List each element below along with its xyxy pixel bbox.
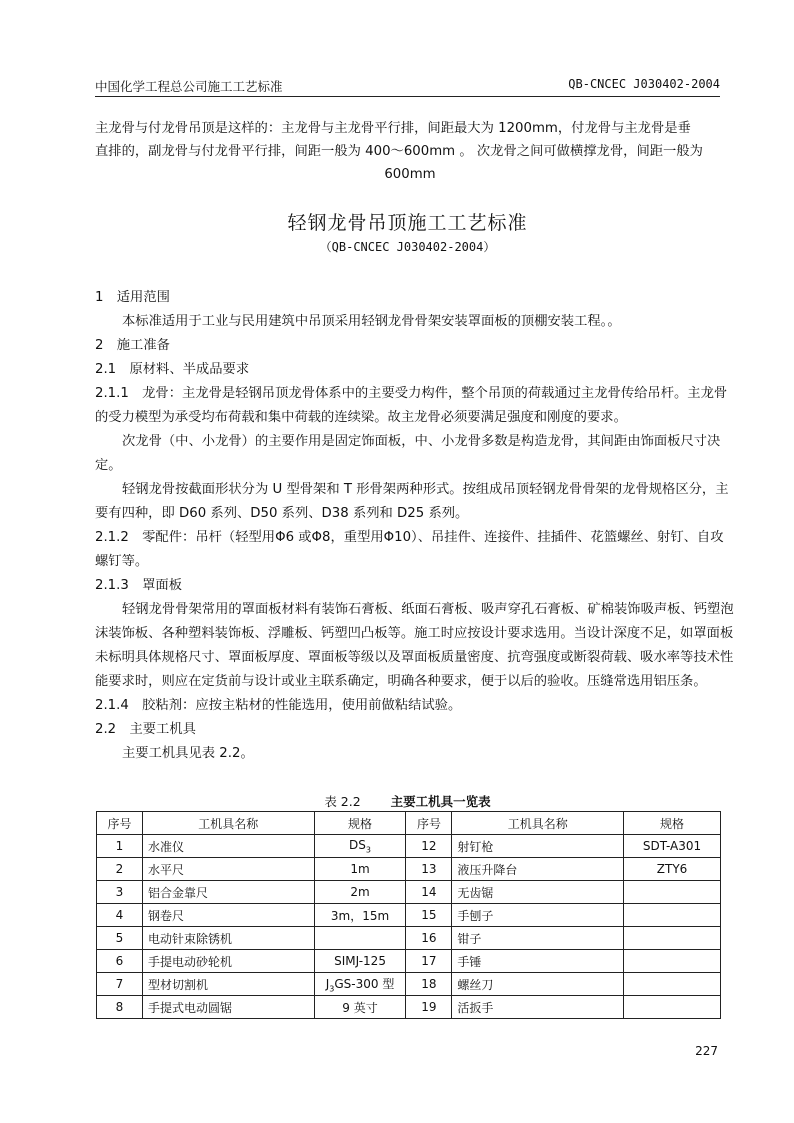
- table-cell: SIMJ-125: [314, 950, 406, 973]
- table-cell: 16: [406, 927, 452, 950]
- intro-line-1: 主龙骨与付龙骨吊顶是这样的：主龙骨与主龙骨平行排，间距最大为 1200mm，付龙骨与主龙骨是垂: [95, 121, 691, 136]
- table-cell: [624, 904, 721, 927]
- table-cell: 手提电动砂轮机: [142, 950, 314, 973]
- tools-table: [96, 811, 721, 1019]
- section-2-heading: 2 施工准备: [95, 338, 170, 353]
- header-cell: 工机具名称: [142, 812, 314, 835]
- intro-line-2: 直排的，副龙骨与付龙骨平行排，间距一般为 400～600mm 。 次龙骨之间可做横撑龙骨，间距一般为: [95, 144, 703, 159]
- table-row: [97, 950, 721, 973]
- table-caption-title: 主要工机具一览表: [390, 794, 491, 809]
- table-caption: [95, 792, 720, 810]
- section-2-1-3-text: 轻钢龙骨骨架常用的罩面板材料有装饰石膏板、纸面石膏板、吸声穿孔石膏板、矿棉装饰吸声板、钙塑泡沫装饰板、各种塑料装饰板、浮雕板、钙塑凹凸板等。施工时应按设计要求选用。当设计深度不足，如罩面板未标明具体规格尺寸、罩面板厚度、罩面板等级以及罩面板质量密度、抗弯强度或断裂荷载、吸水率等技术性能要求时，则应在定货前与设计或业主联系确定，明确各种要求，便于以后的验收。压缝常选用铝压条。: [95, 602, 734, 689]
- intro-line-3: 600mm: [384, 167, 436, 182]
- section-2-1-1-para-3: 轻钢龙骨按截面形状分为 U 型骨架和 T 形骨架两种形式。按组成吊顶轻钢龙骨骨架的龙骨规格区分，主要有四种，即 D60 系列、D50 系列、D38 系列和 D25 系列。: [95, 482, 729, 521]
- table-row: [97, 858, 721, 881]
- document-title: 轻钢龙骨吊顶施工工艺标准: [287, 212, 528, 234]
- document-code: （QB-CNCEC J030402-2004）: [319, 240, 496, 254]
- header-code: QB-CNCEC J030402-2004: [568, 77, 720, 91]
- table-cell: 4: [97, 904, 143, 927]
- spec-main: DS: [349, 837, 366, 852]
- table-cell: 1: [97, 835, 143, 858]
- section-2-1-4: 2.1.4 胶粘剂：应按主粘材的性能选用，使用前做粘结试验。: [95, 698, 462, 713]
- table-cell: 2: [97, 858, 143, 881]
- table-cell: 12: [406, 835, 452, 858]
- section-2-1-1: 2.1.1 龙骨：主龙骨是轻钢吊顶龙骨体系中的主要受力构件，整个吊顶的荷载通过主龙骨传给吊杆。主龙骨的受力模型为承受均布荷载和集中荷载的连续梁。故主龙骨必须要满足强度和刚度的要求。: [95, 386, 728, 425]
- table-cell: 6: [97, 950, 143, 973]
- table-cell: 钳子: [452, 927, 624, 950]
- header-org: 中国化学工程总公司施工工艺标准: [95, 79, 283, 94]
- table-cell: 3: [97, 881, 143, 904]
- header-cell: 规格: [314, 812, 406, 835]
- table-cell: 钢卷尺: [142, 904, 314, 927]
- table-header-row: [97, 812, 721, 835]
- table-cell: 无齿锯: [452, 881, 624, 904]
- table-cell: SDT-A301: [624, 835, 721, 858]
- table-cell: [624, 881, 721, 904]
- header-cell: 规格: [624, 812, 721, 835]
- table-cell: 液压升降台: [452, 858, 624, 881]
- table-cell: [624, 950, 721, 973]
- table-row: [97, 881, 721, 904]
- header-cell: 序号: [406, 812, 452, 835]
- table-row: [97, 996, 721, 1019]
- table-row: [97, 973, 721, 996]
- table-cell: 15: [406, 904, 452, 927]
- table-cell: 7: [97, 973, 143, 996]
- table-cell: 射钉枪: [452, 835, 624, 858]
- spec-subscript: 3: [329, 984, 335, 994]
- table-cell: 18: [406, 973, 452, 996]
- page-header: [95, 76, 720, 97]
- table-cell: 5: [97, 927, 143, 950]
- table-cell: 3m，15m: [314, 904, 406, 927]
- table-cell: 13: [406, 858, 452, 881]
- table-row: [97, 904, 721, 927]
- section-2-1-2: 2.1.2 零配件：吊杆（轻型用Φ6 或Φ8，重型用Φ10）、吊挂件、连接件、挂插件、花篮螺丝、射钉、自攻螺钉等。: [95, 530, 724, 569]
- section-2-1-heading: 2.1 原材料、半成品要求: [95, 362, 250, 377]
- table-caption-number: 表 2.2: [324, 794, 361, 809]
- table-cell: 手锤: [452, 950, 624, 973]
- table-cell: 水准仪: [142, 835, 314, 858]
- spec-main: J: [325, 976, 330, 991]
- table-cell: 9 英寸: [314, 996, 406, 1019]
- table-cell: 2m: [314, 881, 406, 904]
- table-cell: [624, 927, 721, 950]
- header-cell: 工机具名称: [452, 812, 624, 835]
- table-cell: [314, 973, 406, 996]
- section-2-1-3-heading: 2.1.3 罩面板: [95, 578, 183, 593]
- table-cell: 铝合金靠尺: [142, 881, 314, 904]
- table-row: [97, 835, 721, 858]
- table-cell: 19: [406, 996, 452, 1019]
- table-cell: 型材切割机: [142, 973, 314, 996]
- table-cell: [624, 996, 721, 1019]
- table-cell: [314, 835, 406, 858]
- table-cell: ZTY6: [624, 858, 721, 881]
- section-1-text: 本标准适用于工业与民用建筑中吊顶采用轻钢龙骨骨架安装罩面板的顶棚安装工程。。: [122, 314, 621, 329]
- spec-subscript: 3: [365, 845, 371, 855]
- section-2-2-heading: 2.2 主要工机具: [95, 722, 196, 737]
- section-1-heading: 1 适用范围: [95, 290, 170, 305]
- table-cell: 14: [406, 881, 452, 904]
- page-number: 227: [695, 1044, 718, 1058]
- section-2-2-text: 主要工机具见表 2.2。: [122, 746, 254, 761]
- table-cell: [624, 973, 721, 996]
- header-cell: 序号: [97, 812, 143, 835]
- table-cell: 手提式电动圆锯: [142, 996, 314, 1019]
- table-row: [97, 927, 721, 950]
- table-cell: 电动针束除锈机: [142, 927, 314, 950]
- table-cell: 8: [97, 996, 143, 1019]
- table-cell: 螺丝刀: [452, 973, 624, 996]
- section-2-1-1-para-2: 次龙骨（中、小龙骨）的主要作用是固定饰面板，中、小龙骨多数是构造龙骨，其间距由饰面板尺寸决定。: [95, 434, 721, 473]
- intro-paragraph: [95, 117, 725, 186]
- table-cell: [314, 927, 406, 950]
- table-cell: 活扳手: [452, 996, 624, 1019]
- table-cell: 水平尺: [142, 858, 314, 881]
- document-body: [95, 286, 735, 766]
- table-cell: 1m: [314, 858, 406, 881]
- table-cell: 手刨子: [452, 904, 624, 927]
- spec-rest: GS-300 型: [334, 976, 395, 991]
- table-cell: 17: [406, 950, 452, 973]
